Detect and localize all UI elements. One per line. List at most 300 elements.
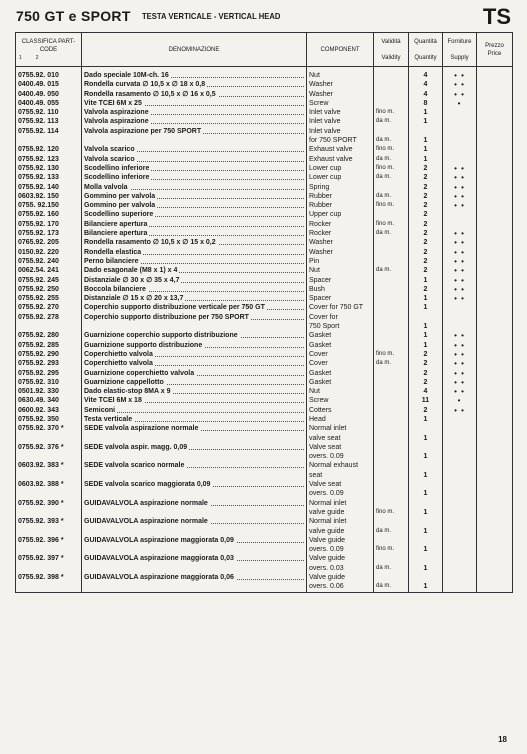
quantity-cell: 2 (409, 201, 443, 210)
col-part-code-label: CLASSIFICA PART-CODE (21, 38, 76, 53)
description-cell (82, 443, 307, 452)
description-text: Guarnizione cappellotto (84, 378, 164, 386)
part-code-cell: 0755.92. 114 (16, 127, 82, 136)
price-cell (477, 238, 513, 247)
price-cell (477, 145, 513, 154)
validity-cell (374, 461, 409, 470)
price-cell (477, 183, 513, 192)
validity-cell: da m. (374, 527, 409, 536)
supply-cell: • • (443, 201, 477, 210)
supply-cell (443, 461, 477, 470)
quantity-cell (409, 554, 443, 563)
supply-cell (443, 564, 477, 573)
description-cell (82, 517, 307, 526)
validity-cell (374, 99, 409, 108)
description-cell (82, 350, 307, 359)
table-row (16, 127, 513, 136)
component-cell: Cotters (307, 406, 374, 415)
validity-cell (374, 452, 409, 461)
quantity-cell (409, 536, 443, 545)
supply-cell (443, 443, 477, 452)
validity-cell (374, 499, 409, 508)
component-cell: overs. 0.09 (307, 489, 374, 498)
supply-cell (443, 313, 477, 322)
description-cell (82, 229, 307, 238)
price-cell (477, 210, 513, 219)
table-row (16, 517, 513, 526)
part-code-cell: 0600.92. 343 (16, 406, 82, 415)
supply-cell: • • (443, 80, 477, 89)
col-quantity (409, 33, 443, 67)
price-cell (477, 415, 513, 424)
table-row (16, 313, 513, 322)
component-cell: Nut (307, 387, 374, 396)
table-row (16, 80, 513, 89)
quantity-cell: 2 (409, 192, 443, 201)
table-row (16, 359, 513, 368)
supply-cell: • • (443, 341, 477, 350)
supply-cell: • • (443, 359, 477, 368)
price-cell (477, 294, 513, 303)
price-cell (477, 471, 513, 480)
validity-cell (374, 294, 409, 303)
description-cell (82, 434, 307, 443)
description-cell (82, 248, 307, 257)
supply-cell: • • (443, 378, 477, 387)
quantity-cell: 2 (409, 173, 443, 182)
table-row (16, 90, 513, 99)
table-row (16, 527, 513, 536)
description-text: Rondella rasamento ∅ 10,5 x ∅ 15 x 0,2 (84, 239, 216, 247)
description-cell (82, 80, 307, 89)
description-text: Valvola aspirazione (84, 118, 149, 126)
component-cell: valve seat (307, 434, 374, 443)
supply-cell (443, 527, 477, 536)
component-cell: Inlet valve (307, 127, 374, 136)
validity-cell: da m. (374, 359, 409, 368)
description-text: Guarnizione coperchietto valvola (84, 369, 195, 377)
price-cell (477, 322, 513, 331)
description-cell (82, 387, 307, 396)
table-row (16, 210, 513, 219)
part-code-cell: 0755.92. 285 (16, 341, 82, 350)
price-cell (477, 536, 513, 545)
description-text: Dado elastic-stop 8MA x 9 (84, 388, 171, 396)
quantity-cell: 4 (409, 71, 443, 80)
table-row (16, 145, 513, 154)
description-cell (82, 117, 307, 126)
col-price (477, 33, 513, 67)
col-validita-label: Validità (381, 38, 401, 45)
quantity-cell: 2 (409, 350, 443, 359)
description-cell (82, 285, 307, 294)
description-text: GUIDAVALVOLA aspirazione maggiorata 0,06 (84, 574, 234, 582)
table-row (16, 554, 513, 563)
table-row (16, 99, 513, 108)
table-row (16, 461, 513, 470)
part-code-cell: 0755.92. 133 (16, 173, 82, 182)
price-cell (477, 331, 513, 340)
quantity-cell: 1 (409, 434, 443, 443)
description-text: Rondella curvata ∅ 10,5 x ∅ 18 x 0,8 (84, 81, 206, 89)
quantity-cell: 1 (409, 322, 443, 331)
price-cell (477, 350, 513, 359)
validity-cell: da m. (374, 155, 409, 164)
part-code-cell (16, 582, 82, 592)
description-text: SEDE valvola aspir. magg. 0,09 (84, 443, 188, 451)
validity-cell (374, 276, 409, 285)
col-part-sub-2: 2 (35, 54, 39, 61)
price-cell (477, 155, 513, 164)
description-cell (82, 145, 307, 154)
description-cell (82, 201, 307, 210)
part-code-cell (16, 322, 82, 331)
validity-cell (374, 573, 409, 582)
part-code-cell: 0755.92. 376 * (16, 443, 82, 452)
description-cell (82, 545, 307, 554)
table-row (16, 471, 513, 480)
quantity-cell: 4 (409, 387, 443, 396)
component-cell: Valve guide (307, 573, 374, 582)
part-code-cell (16, 489, 82, 498)
supply-cell (443, 452, 477, 461)
price-cell (477, 387, 513, 396)
description-text: Rondella rasamento ∅ 10,5 x ∅ 16 x 0,5 (84, 90, 216, 98)
supply-cell: • • (443, 238, 477, 247)
description-cell (82, 480, 307, 489)
description-cell (82, 71, 307, 80)
table-row (16, 192, 513, 201)
supply-cell: • • (443, 192, 477, 201)
component-cell: valve guide (307, 508, 374, 517)
table-row (16, 489, 513, 498)
component-cell: Screw (307, 99, 374, 108)
supply-cell (443, 117, 477, 126)
supply-cell (443, 424, 477, 433)
table-row (16, 350, 513, 359)
quantity-cell: 2 (409, 210, 443, 219)
description-cell (82, 220, 307, 229)
component-cell: Washer (307, 90, 374, 99)
part-code-cell: 0755.92. 370 * (16, 424, 82, 433)
supply-cell (443, 108, 477, 117)
part-code-cell: 0755.92. 140 (16, 183, 82, 192)
supply-cell: • • (443, 248, 477, 257)
supply-cell (443, 480, 477, 489)
supply-cell: • • (443, 387, 477, 396)
price-cell (477, 582, 513, 592)
price-cell (477, 508, 513, 517)
description-text: Scodellino superiore (84, 211, 154, 219)
table-body (16, 67, 513, 593)
validity-cell (374, 378, 409, 387)
quantity-cell: 1 (409, 527, 443, 536)
page-header (16, 4, 511, 30)
part-code-cell: 0755.92. 170 (16, 220, 82, 229)
part-code-cell (16, 545, 82, 554)
price-cell (477, 201, 513, 210)
part-code-cell: 0755.92. 130 (16, 164, 82, 173)
price-cell (477, 136, 513, 145)
description-cell (82, 164, 307, 173)
component-cell: Valve guide (307, 554, 374, 563)
table-row (16, 434, 513, 443)
part-code-cell: 0603.92. 150 (16, 192, 82, 201)
component-cell: Normal inlet (307, 424, 374, 433)
description-text: SEDE valvola scarico normale (84, 462, 185, 470)
part-code-cell: 0755.92. 295 (16, 369, 82, 378)
table-row (16, 238, 513, 247)
component-cell: Normal exhaust (307, 461, 374, 470)
description-cell (82, 257, 307, 266)
component-cell: overs. 0.09 (307, 452, 374, 461)
component-cell: Bush (307, 285, 374, 294)
description-cell (82, 155, 307, 164)
col-part-code (16, 33, 82, 67)
description-text: Distanziale ∅ 15 x ∅ 20 x 13,7 (84, 295, 184, 303)
supply-cell (443, 499, 477, 508)
table-row (16, 545, 513, 554)
part-code-cell (16, 434, 82, 443)
validity-cell: da m. (374, 229, 409, 238)
part-code-cell: 0755.92. 390 * (16, 499, 82, 508)
part-code-cell: 0755.92. 270 (16, 303, 82, 312)
part-code-cell: 0755.92. 278 (16, 313, 82, 322)
quantity-cell: 1 (409, 108, 443, 117)
component-cell: Cover (307, 359, 374, 368)
quantity-cell (409, 573, 443, 582)
table-row (16, 443, 513, 452)
description-text: SEDE valvola scarico maggiorata 0,09 (84, 481, 211, 489)
quantity-cell: 2 (409, 285, 443, 294)
table-row (16, 322, 513, 331)
price-cell (477, 564, 513, 573)
part-code-cell: 0630.49. 340 (16, 396, 82, 405)
component-cell: Head (307, 415, 374, 424)
part-code-cell: 0765.92. 205 (16, 238, 82, 247)
validity-cell: da m. (374, 192, 409, 201)
supply-cell: • • (443, 294, 477, 303)
description-cell (82, 183, 307, 192)
component-cell: seat (307, 471, 374, 480)
description-cell (82, 266, 307, 275)
description-text: Rondella elastica (84, 248, 142, 256)
quantity-cell (409, 127, 443, 136)
description-text: GUIDAVALVOLA aspirazione maggiorata 0,03 (84, 555, 234, 563)
validity-cell (374, 238, 409, 247)
description-text: Bilanciere apertura (84, 220, 148, 228)
table-row (16, 294, 513, 303)
part-code-cell: 0755. 92.150 (16, 201, 82, 210)
supply-cell (443, 127, 477, 136)
part-code-cell: 0755.92. 250 (16, 285, 82, 294)
quantity-cell (409, 499, 443, 508)
quantity-cell: 4 (409, 90, 443, 99)
description-text: Coperchietto valvola (84, 360, 153, 368)
part-code-cell: 0755.92. 280 (16, 331, 82, 340)
table-row (16, 108, 513, 117)
part-code-cell: 0062.54. 241 (16, 266, 82, 275)
component-cell: overs. 0.06 (307, 582, 374, 592)
table-row (16, 378, 513, 387)
component-cell: Gasket (307, 331, 374, 340)
section-title: TESTA VERTICALE - VERTICAL HEAD (142, 11, 281, 21)
part-code-cell (16, 136, 82, 145)
description-cell (82, 331, 307, 340)
price-cell (477, 266, 513, 275)
quantity-cell (409, 313, 443, 322)
supply-cell (443, 573, 477, 582)
description-text: Valvola scarico (84, 146, 135, 154)
component-cell: Lower cup (307, 173, 374, 182)
supply-cell (443, 210, 477, 219)
col-quantita-label: Quantità (414, 38, 437, 45)
supply-cell: • • (443, 331, 477, 340)
supply-cell: • • (443, 350, 477, 359)
price-cell (477, 173, 513, 182)
description-text: Guarnizione coperchio supporto distribuzione (84, 332, 238, 340)
col-price-label: Price (487, 50, 502, 57)
description-cell (82, 378, 307, 387)
component-cell: Gasket (307, 341, 374, 350)
supply-cell (443, 489, 477, 498)
part-code-cell: 0603.92. 388 * (16, 480, 82, 489)
validity-cell (374, 313, 409, 322)
component-cell: Spacer (307, 294, 374, 303)
supply-cell (443, 545, 477, 554)
table-row (16, 183, 513, 192)
description-cell (82, 508, 307, 517)
component-cell: Nut (307, 71, 374, 80)
part-code-cell: 0755.92. 160 (16, 210, 82, 219)
table-row (16, 257, 513, 266)
parts-table (15, 32, 513, 593)
quantity-cell: 2 (409, 229, 443, 238)
description-text: Testa verticale (84, 415, 133, 423)
supply-cell (443, 136, 477, 145)
component-cell: Gasket (307, 378, 374, 387)
component-cell: Inlet valve (307, 108, 374, 117)
description-text: Dado speciale 10M-ch. 16 (84, 72, 169, 79)
part-code-cell: 0755.92. 293 (16, 359, 82, 368)
col-validity (374, 33, 409, 67)
description-cell (82, 341, 307, 350)
description-text: Valvola aspirazione per 750 SPORT (84, 127, 202, 135)
price-cell (477, 461, 513, 470)
price-cell (477, 489, 513, 498)
part-code-cell: 0755.92. 173 (16, 229, 82, 238)
table-row (16, 415, 513, 424)
quantity-cell: 2 (409, 406, 443, 415)
description-cell (82, 90, 307, 99)
table-row (16, 285, 513, 294)
supply-cell (443, 517, 477, 526)
description-text: Valvola aspirazione (84, 109, 149, 117)
price-cell (477, 248, 513, 257)
price-cell (477, 434, 513, 443)
table-row (16, 331, 513, 340)
supply-cell (443, 434, 477, 443)
validity-cell: fino m. (374, 108, 409, 117)
description-text: Distanziale ∅ 30 x ∅ 35 x 4,7 (84, 276, 180, 284)
table-row (16, 248, 513, 257)
validity-cell (374, 415, 409, 424)
table-row (16, 387, 513, 396)
table-row (16, 173, 513, 182)
description-cell (82, 461, 307, 470)
supply-cell: • • (443, 369, 477, 378)
description-cell (82, 303, 307, 312)
component-cell: Upper cup (307, 210, 374, 219)
price-cell (477, 424, 513, 433)
part-code-cell: 0755.92. 397 * (16, 554, 82, 563)
description-cell (82, 452, 307, 461)
validity-cell: fino m. (374, 508, 409, 517)
table-row (16, 164, 513, 173)
quantity-cell: 1 (409, 508, 443, 517)
component-cell: overs. 0.09 (307, 545, 374, 554)
table-row (16, 564, 513, 573)
price-cell (477, 406, 513, 415)
validity-cell (374, 285, 409, 294)
quantity-cell: 4 (409, 80, 443, 89)
component-cell: Spring (307, 183, 374, 192)
quantity-cell: 2 (409, 248, 443, 257)
validity-cell (374, 443, 409, 452)
validity-cell: fino m. (374, 545, 409, 554)
description-cell (82, 238, 307, 247)
table-row (16, 424, 513, 433)
validity-cell (374, 257, 409, 266)
component-cell: Cover (307, 350, 374, 359)
supply-cell: • • (443, 257, 477, 266)
quantity-cell: 2 (409, 266, 443, 275)
table-row (16, 499, 513, 508)
component-cell: Lower cup (307, 164, 374, 173)
description-cell (82, 573, 307, 582)
description-cell (82, 136, 307, 145)
col-part-sub-1: 1 (19, 54, 22, 61)
supply-cell (443, 322, 477, 331)
supply-cell: • • (443, 183, 477, 192)
description-text: Vite TCEI 6M x 18 (84, 397, 142, 405)
validity-cell (374, 322, 409, 331)
col-denominazione: DENOMINAZIONE (82, 33, 307, 67)
supply-cell (443, 155, 477, 164)
description-cell (82, 108, 307, 117)
description-cell (82, 499, 307, 508)
description-text: GUIDAVALVOLA aspirazione normale (84, 499, 208, 507)
description-cell (82, 406, 307, 415)
validity-cell (374, 387, 409, 396)
validity-cell (374, 517, 409, 526)
quantity-cell: 1 (409, 155, 443, 164)
part-code-cell: 0755.92. 255 (16, 294, 82, 303)
col-part-sub (16, 54, 81, 62)
part-code-cell (16, 471, 82, 480)
description-cell (82, 415, 307, 424)
description-cell (82, 276, 307, 285)
page-number: 18 (498, 735, 507, 744)
price-cell (477, 164, 513, 173)
table-row (16, 266, 513, 275)
component-cell: Valve seat (307, 480, 374, 489)
validity-cell (374, 183, 409, 192)
price-cell (477, 480, 513, 489)
description-text: Gommino per valvola (84, 192, 156, 200)
supply-cell (443, 303, 477, 312)
description-cell (82, 313, 307, 322)
